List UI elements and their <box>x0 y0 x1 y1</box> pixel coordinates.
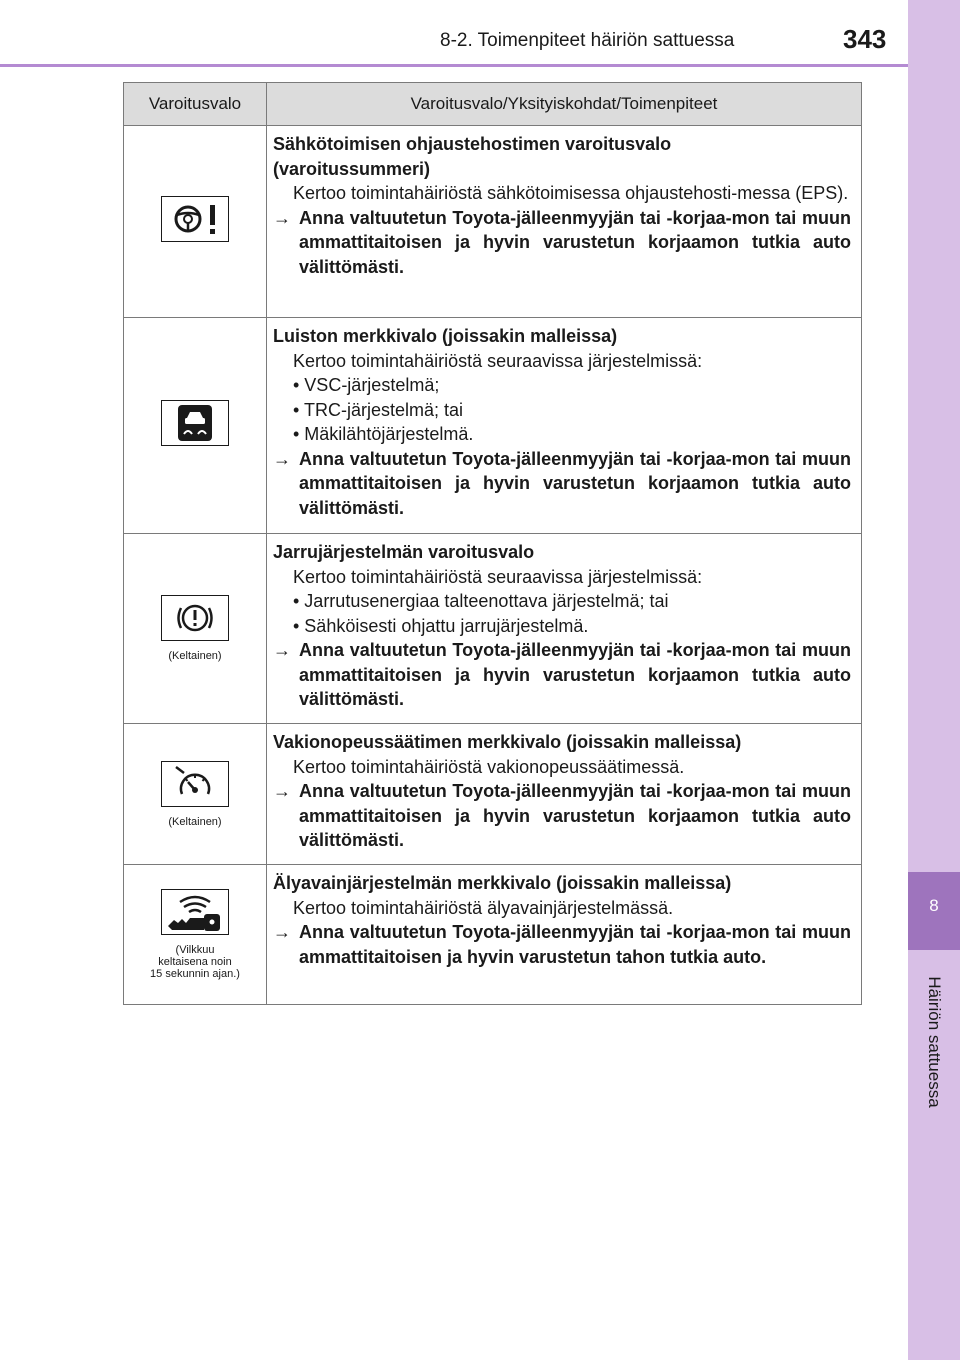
chapter-title: Häiriön sattuessa <box>925 976 944 1108</box>
warning-title: Sähkötoimisen ohjaustehostimen varoitusvalo <box>273 134 672 154</box>
warning-title-cont: (varoitussummeri) <box>273 158 431 179</box>
arrow-icon: → <box>273 640 291 660</box>
column-header-details: Varoitusvalo/Yksityiskohdat/Toimenpiteet <box>267 83 862 126</box>
table-row <box>124 724 862 865</box>
icon-cell <box>124 724 267 865</box>
action-instruction <box>273 779 851 853</box>
table-row <box>124 318 862 534</box>
description-cell <box>267 126 862 318</box>
icon-caption-line: (Vilkkuu <box>175 944 215 956</box>
smart-key-indicator-icon <box>161 889 229 935</box>
icon-caption: (Keltainen) <box>168 650 222 662</box>
warning-light-table <box>123 82 862 1005</box>
table-row <box>124 126 862 318</box>
header-rule <box>0 64 908 67</box>
warning-description: Kertoo toimintahäiriöstä älyavainjärjestelmässä. <box>293 897 674 918</box>
icon-caption-line: keltaisena noin <box>158 956 232 968</box>
chapter-side-tab <box>908 0 960 1360</box>
description-cell <box>267 318 862 534</box>
table-row <box>124 865 862 1005</box>
action-text: Anna valtuutetun Toyota-jälleenmyyjän tai -korjaa-mon tai muun ammattitaitoisen ja hyvin varustetun korjaamon tutkia auto välittömästi. <box>299 207 851 277</box>
action-text: Anna valtuutetun Toyota-jälleenmyyjän tai -korjaa-mon tai muun ammattitaitoisen ja hyvin varustetun tahon tutkia auto. <box>299 922 851 967</box>
icon-cell <box>124 318 267 534</box>
icon-caption: (Keltainen) <box>168 815 222 828</box>
action-text: Anna valtuutetun Toyota-jälleenmyyjän tai -korjaa-mon tai muun ammattitaitoisen ja hyvin varustetun korjaamon tutkia auto välittömästi. <box>299 781 851 850</box>
arrow-icon: → <box>273 448 291 469</box>
icon-caption-line: 15 sekunnin ajan.) <box>150 968 240 980</box>
action-instruction <box>273 206 851 280</box>
warning-description: Kertoo toimintahäiriöstä seuraavissa järjestelmissä: <box>293 566 703 587</box>
header-title: 8-2. Toimenpiteet häiriön sattuessa <box>440 30 735 51</box>
icon-caption <box>125 944 265 980</box>
table-header-row <box>124 83 862 126</box>
description-cell <box>267 534 862 724</box>
slip-indicator-icon <box>161 400 229 446</box>
list-item: • Jarrutusenergiaa talteenottava järjestelmä; tai <box>293 591 669 611</box>
warning-title: Älyavainjärjestelmän merkkivalo (joissakin malleissa) <box>273 873 732 893</box>
warning-description: Kertoo toimintahäiriöstä seuraavissa järjestelmissä: <box>293 350 703 371</box>
cruise-control-indicator-icon <box>161 761 229 807</box>
column-header-warning-light: Varoitusvalo <box>124 83 267 126</box>
chapter-number: 8 <box>929 896 939 915</box>
warning-description: Kertoo toimintahäiriöstä sähkötoimisessa ohjaustehosti-messa (EPS). <box>293 183 849 203</box>
brake-system-warning-icon <box>161 595 229 641</box>
action-text: Anna valtuutetun Toyota-jälleenmyyjän tai -korjaa-mon tai muun ammattitaitoisen ja hyvin varustetun korjaamon tutkia auto välittömästi. <box>299 640 851 709</box>
icon-cell <box>124 126 267 318</box>
action-instruction <box>273 920 851 969</box>
description-cell <box>267 865 862 1005</box>
arrow-icon: → <box>273 207 291 228</box>
warning-title: Luiston merkkivalo (joissakin malleissa) <box>273 326 618 346</box>
description-cell <box>267 724 862 865</box>
arrow-icon: → <box>273 922 291 942</box>
list-item: • Sähköisesti ohjattu jarrujärjestelmä. <box>293 615 589 636</box>
action-instruction <box>273 638 851 712</box>
table-row <box>124 534 862 724</box>
warning-description: Kertoo toimintahäiriöstä vakionopeussäätimessä. <box>293 756 685 777</box>
icon-cell <box>124 865 267 1005</box>
warning-title: Vakionopeussäätimen merkkivalo (joissakin malleissa) <box>273 732 742 752</box>
list-item: • Mäkilähtöjärjestelmä. <box>293 424 474 444</box>
list-item: • VSC-järjestelmä; <box>293 375 440 395</box>
power-steering-warning-icon <box>161 196 229 242</box>
warning-title: Jarrujärjestelmän varoitusvalo <box>273 542 535 562</box>
icon-cell <box>124 534 267 724</box>
action-instruction <box>273 447 851 521</box>
page-number: 343 <box>843 24 887 54</box>
list-item: • TRC-järjestelmä; tai <box>293 399 464 420</box>
arrow-icon: → <box>273 781 291 801</box>
action-text: Anna valtuutetun Toyota-jälleenmyyjän tai -korjaa-mon tai muun ammattitaitoisen ja hyvin varustetun korjaamon tutkia auto välittömästi. <box>299 448 851 518</box>
